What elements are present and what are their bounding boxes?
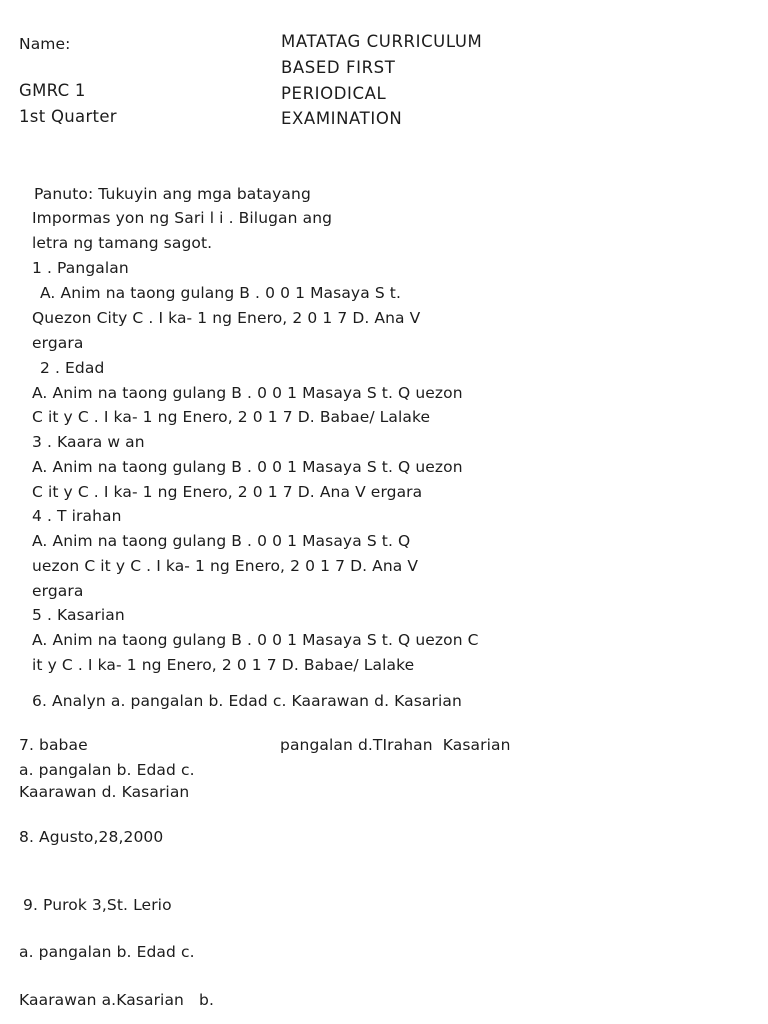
question-title: 1 . Pangalan [32,259,129,277]
question-choices-line: a. pangalan b. Edad c. [19,943,195,961]
question-choices-line: Kaarawan a.Kasarian b. [19,991,215,1009]
question-title: 9. Purok 3,St. Lerio [23,896,172,914]
question-choices-line: it y C . I ka- 1 ng Enero, 2 0 1 7 D. Babae/ Lalake [32,656,415,674]
exam-title-line: BASED FIRST [281,58,396,77]
question-line: 8. Agusto,28,2000 [19,828,164,846]
exam-title-line: PERIODICAL [281,84,387,103]
question-choices-line: Kaarawan d. Kasarian [19,783,190,801]
question-choices-line: A. Anim na taong gulang B . 0 0 1 Masaya S t. Q [32,532,411,550]
question-title: 3 . Kaara w an [32,433,145,451]
question-title: 5 . Kasarian [32,606,125,624]
exam-title-line: EXAMINATION [281,109,403,128]
question-choices-line: C it y C . I ka- 1 ng Enero, 2 0 1 7 D. Ana V ergara [32,483,423,501]
question-choices-line: pangalan d.TIrahan Kasarian [280,736,511,754]
exam-title-line: MATATAG CURRICULUM [281,32,483,51]
question-choices-line: A. Anim na taong gulang B . 0 0 1 Masaya S t. Q uezon [32,384,463,402]
question-choices-line: a. pangalan b. Edad c. [19,761,195,779]
question-line: 6. Analyn a. pangalan b. Edad c. Kaarawan d. Kasarian [32,692,462,710]
question-choices-line: ergara [32,582,84,600]
quarter-label: 1st Quarter [19,107,117,126]
question-title: 2 . Edad [40,359,105,377]
question-choices-line: A. Anim na taong gulang B . 0 0 1 Masaya S t. [40,284,401,302]
question-choices-line: C it y C . I ka- 1 ng Enero, 2 0 1 7 D. Babae/ Lalake [32,408,431,426]
question-choices-line: ergara [32,334,84,352]
question-title: 7. babae [19,736,88,754]
instructions-line: letra ng tamang sagot. [32,234,213,252]
question-title: 4 . T irahan [32,507,122,525]
question-choices-line: Quezon City C . I ka- 1 ng Enero, 2 0 1 7 D. Ana V [32,309,421,327]
subject-label: GMRC 1 [19,81,86,100]
question-choices-line: uezon C it y C . I ka- 1 ng Enero, 2 0 1 7 D. Ana V [32,557,419,575]
question-choices-line: A. Anim na taong gulang B . 0 0 1 Masaya S t. Q uezon C [32,631,479,649]
instructions-line: Panuto: Tukuyin ang mga batayang [34,185,311,203]
question-choices-line: A. Anim na taong gulang B . 0 0 1 Masaya S t. Q uezon [32,458,463,476]
name-label: Name: [19,35,71,53]
instructions-line: Impormas yon ng Sari l i . Bilugan ang [32,209,333,227]
